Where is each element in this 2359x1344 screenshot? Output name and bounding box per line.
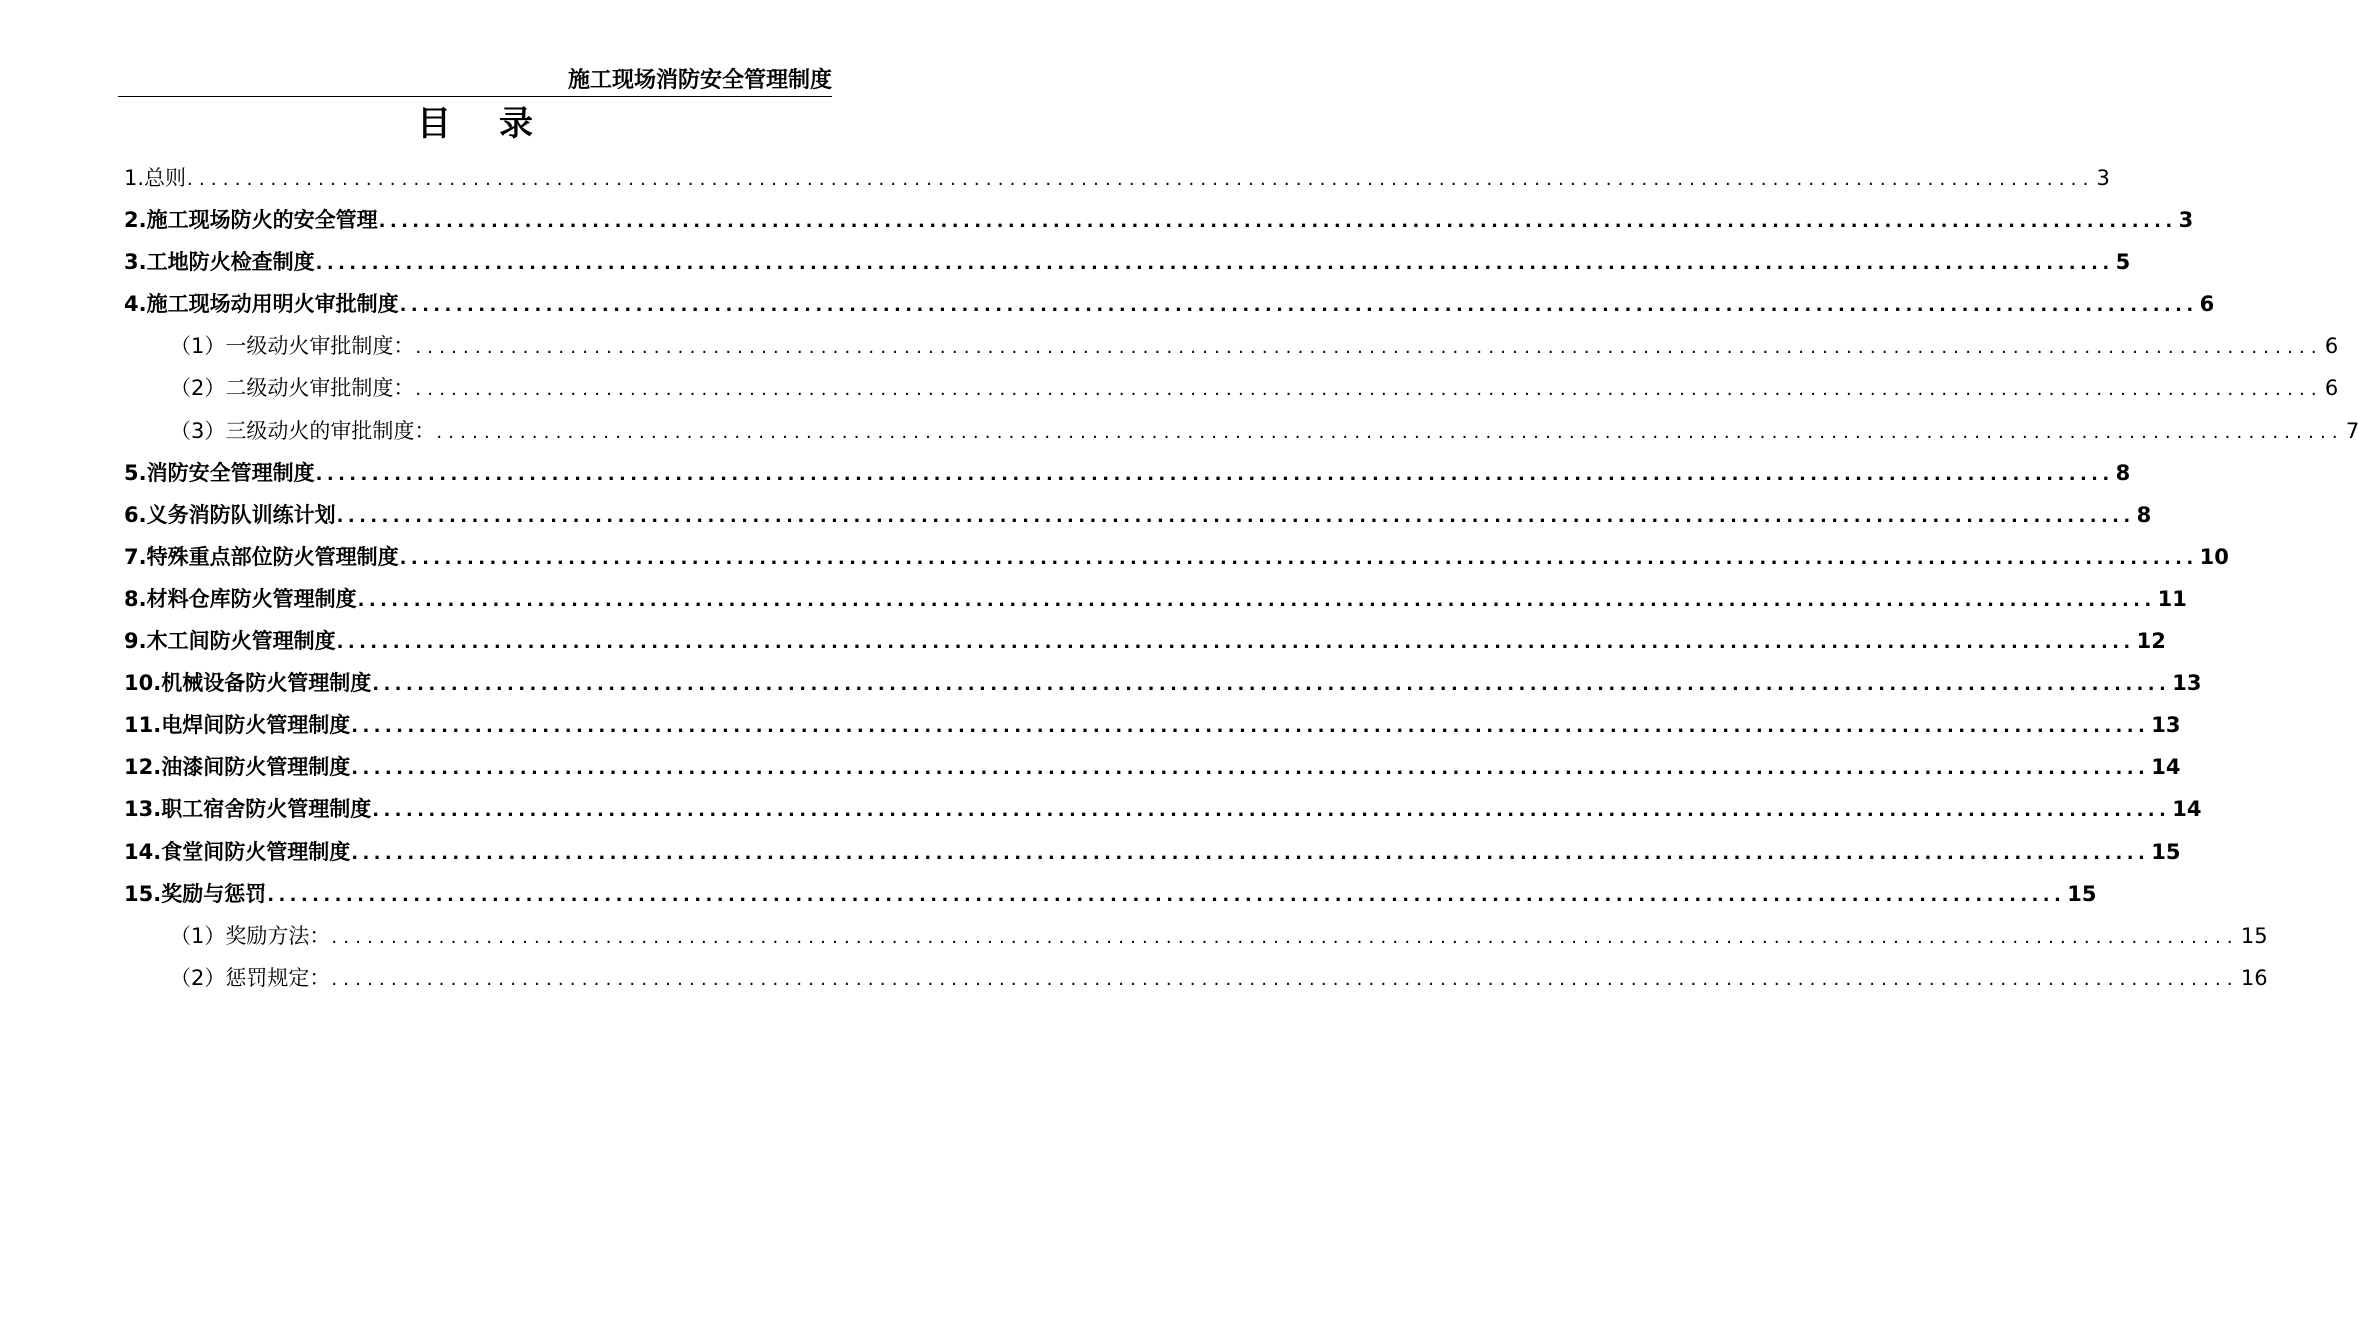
toc-entry-label: （1）奖励方法： bbox=[170, 923, 331, 948]
toc-page-number: 15 bbox=[2067, 881, 2097, 906]
toc-entry[interactable] bbox=[124, 788, 2202, 830]
toc-entry-label: 2.施工现场防火的安全管理 bbox=[124, 208, 378, 233]
toc-dot-leader: ................................................................................................................................................................ bbox=[331, 926, 2239, 948]
toc-page-number: 8 bbox=[2136, 502, 2152, 527]
toc-dot-leader: ................................................................................................................................................................ bbox=[336, 505, 2135, 527]
header-rule bbox=[118, 96, 832, 97]
toc-page-number: 6 bbox=[2199, 292, 2215, 317]
toc-entry[interactable] bbox=[124, 452, 2131, 494]
toc-page-number: 14 bbox=[2172, 797, 2202, 822]
toc-page-number: 11 bbox=[2157, 586, 2187, 611]
toc-entry-label: 11.电焊间防火管理制度 bbox=[124, 713, 351, 738]
toc-dot-leader: ................................................................................................................................................................ bbox=[399, 547, 2198, 569]
toc-entry[interactable] bbox=[124, 831, 2181, 873]
toc-page-number: 5 bbox=[2115, 250, 2131, 275]
toc-entry-label: 8.材料仓库防火管理制度 bbox=[124, 586, 357, 611]
toc-dot-leader: ................................................................................................................................................................ bbox=[267, 884, 2066, 906]
toc-entry-label: 4.施工现场动用明火审批制度 bbox=[124, 292, 399, 317]
toc-page-number: 13 bbox=[2151, 713, 2181, 738]
toc-page-number: 15 bbox=[2240, 923, 2268, 948]
toc-dot-leader: ................................................................................................................................................................ bbox=[351, 758, 2150, 780]
toc-dot-leader: ................................................................................................................................................................ bbox=[351, 842, 2150, 864]
toc-page-number: 8 bbox=[2115, 460, 2131, 485]
toc-page-number: 3 bbox=[2096, 166, 2110, 190]
toc-dot-leader: ................................................................................................................................................................ bbox=[399, 295, 2198, 317]
toc-page-number: 14 bbox=[2151, 755, 2181, 780]
toc-page-number: 7 bbox=[2345, 418, 2359, 443]
toc-page-number: 13 bbox=[2172, 671, 2202, 696]
toc-entry-label: 6.义务消防队训练计划 bbox=[124, 502, 336, 527]
toc-entry-label: （1）一级动火审批制度： bbox=[170, 334, 415, 359]
toc-entry-label: 12.油漆间防火管理制度 bbox=[124, 755, 351, 780]
toc-dot-leader: ................................................................................................................................................................ bbox=[315, 463, 2114, 485]
toc-dot-leader: ................................................................................................................................................................ bbox=[378, 211, 2177, 233]
toc-entry-label: 15.奖励与惩罚 bbox=[124, 881, 267, 906]
toc-dot-leader: ................................................................................................................................................................ bbox=[315, 253, 2114, 275]
toc-entry[interactable] bbox=[124, 157, 2110, 199]
toc-dot-leader: ................................................................................................................................................................ bbox=[187, 169, 2095, 190]
toc-entry-label: 9.木工间防火管理制度 bbox=[124, 629, 336, 654]
toc-entry[interactable] bbox=[124, 199, 2194, 241]
toc-entry[interactable] bbox=[124, 367, 2339, 409]
toc-entry-label: 7.特殊重点部位防火管理制度 bbox=[124, 544, 399, 569]
toc-entry[interactable] bbox=[124, 494, 2152, 536]
toc-entry[interactable] bbox=[124, 662, 2202, 704]
toc-dot-leader: ................................................................................................................................................................ bbox=[331, 968, 2239, 990]
toc-dot-leader: ................................................................................................................................................................ bbox=[351, 716, 2150, 738]
toc-entry-label: （3）三级动火的审批制度： bbox=[170, 418, 436, 443]
toc-dot-leader: ................................................................................................................................................................ bbox=[415, 337, 2323, 359]
toc-page-number: 6 bbox=[2324, 376, 2339, 401]
toc-entry-label: （2）二级动火审批制度： bbox=[170, 376, 415, 401]
toc-page-number: 12 bbox=[2136, 629, 2166, 654]
toc-entry[interactable] bbox=[124, 873, 2097, 915]
toc-entry[interactable] bbox=[124, 536, 2229, 578]
table-of-contents bbox=[124, 157, 2359, 999]
toc-entry[interactable] bbox=[124, 283, 2215, 325]
toc-entry-label: 10.机械设备防火管理制度 bbox=[124, 671, 372, 696]
toc-entry-label: 5.消防安全管理制度 bbox=[124, 460, 315, 485]
toc-dot-leader: ................................................................................................................................................................ bbox=[336, 632, 2135, 654]
toc-entry[interactable] bbox=[124, 957, 2268, 999]
toc-entry[interactable] bbox=[124, 241, 2131, 283]
toc-entry-label: （2）惩罚规定： bbox=[170, 965, 331, 990]
toc-dot-leader: ................................................................................................................................................................ bbox=[372, 674, 2171, 696]
toc-entry[interactable] bbox=[124, 410, 2359, 452]
toc-entry[interactable] bbox=[124, 915, 2268, 957]
toc-page-number: 16 bbox=[2240, 965, 2268, 990]
toc-dot-leader: ................................................................................................................................................................ bbox=[436, 421, 2344, 443]
toc-page-number: 6 bbox=[2324, 334, 2339, 359]
toc-entry-label: 13.职工宿舍防火管理制度 bbox=[124, 797, 372, 822]
toc-entry[interactable] bbox=[124, 704, 2181, 746]
toc-page-number: 3 bbox=[2178, 208, 2194, 233]
toc-entry[interactable] bbox=[124, 578, 2187, 620]
toc-entry-label: 1.总则 bbox=[124, 166, 187, 190]
toc-entry[interactable] bbox=[124, 620, 2166, 662]
toc-page-number: 10 bbox=[2199, 544, 2229, 569]
toc-entry-label: 14.食堂间防火管理制度 bbox=[124, 839, 351, 864]
toc-dot-leader: ................................................................................................................................................................ bbox=[415, 379, 2323, 401]
toc-page-number: 15 bbox=[2151, 839, 2181, 864]
toc-title: 目录 bbox=[417, 104, 581, 144]
toc-entry[interactable] bbox=[124, 325, 2339, 367]
toc-entry-label: 3.工地防火检查制度 bbox=[124, 250, 315, 275]
running-header: 施工现场消防安全管理制度 bbox=[567, 68, 832, 93]
toc-dot-leader: ................................................................................................................................................................ bbox=[372, 800, 2171, 822]
toc-dot-leader: ................................................................................................................................................................ bbox=[357, 589, 2156, 611]
toc-entry[interactable] bbox=[124, 746, 2181, 788]
